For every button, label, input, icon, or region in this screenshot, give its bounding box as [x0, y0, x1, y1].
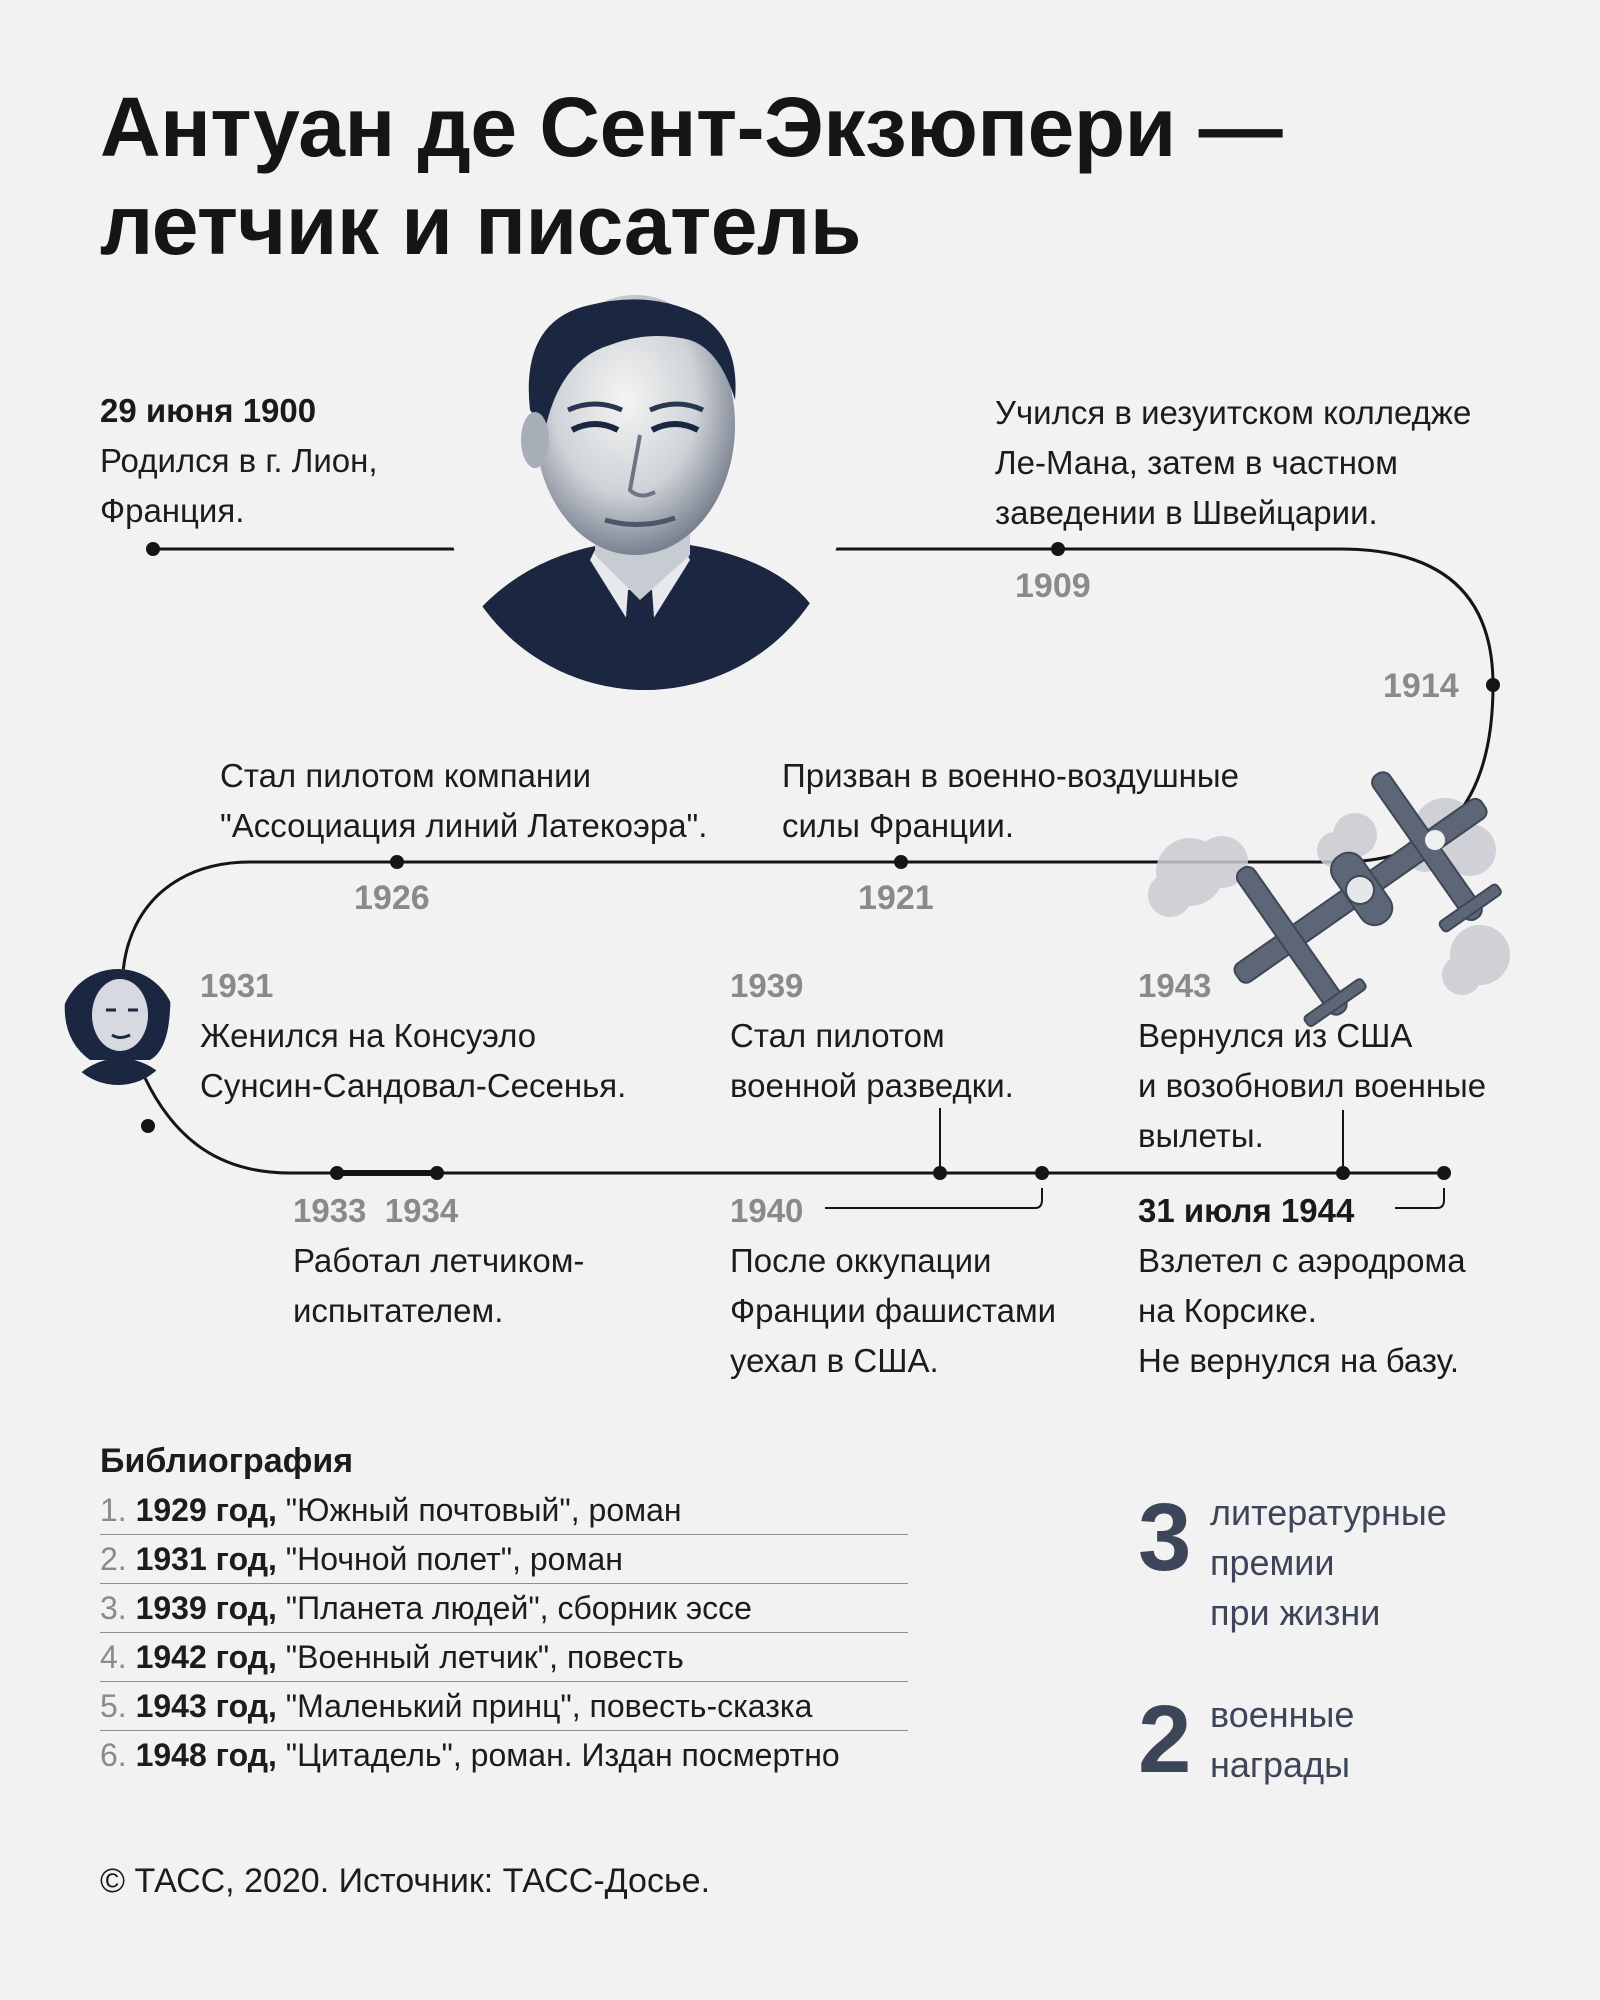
- event-1943-year: 1943: [1138, 967, 1212, 1004]
- event-1943: [1138, 961, 1486, 1161]
- bibliography-item: [100, 1633, 908, 1682]
- source-credit: © ТАСС, 2020. Источник: ТАСС-Досье.: [100, 1862, 711, 1900]
- stat-military-awards-line-2: награды: [1210, 1744, 1350, 1785]
- event-1944: [1138, 1186, 1466, 1386]
- year-1926: 1926: [354, 879, 430, 917]
- event-1939-line-2: военной разведки.: [730, 1067, 1014, 1104]
- year-1909: 1909: [1015, 567, 1091, 605]
- event-1909: [995, 388, 1471, 538]
- event-1939-year: 1939: [730, 967, 804, 1004]
- event-1944-date: 31 июля 1944: [1138, 1192, 1355, 1229]
- event-1926: [220, 751, 707, 851]
- bibliography-item: [100, 1682, 908, 1731]
- event-1900: [100, 386, 378, 536]
- event-1940-year: 1940: [730, 1192, 804, 1229]
- item-year: 1931 год,: [135, 1541, 277, 1577]
- event-1944-line-1: Взлетел с аэродрома: [1138, 1242, 1466, 1279]
- bibliography-item: [100, 1486, 908, 1535]
- event-1943-line-2: и возобновил военные: [1138, 1067, 1487, 1104]
- event-1944-line-3: Не вернулся на базу.: [1138, 1342, 1460, 1379]
- item-number: 5.: [100, 1688, 127, 1724]
- event-1943-line-3: вылеты.: [1138, 1117, 1264, 1154]
- event-1926-line-1: Стал пилотом компании: [220, 757, 592, 794]
- item-title: "Военный летчик", повесть: [276, 1639, 684, 1675]
- event-1931-year: 1931: [200, 967, 274, 1004]
- event-1933-line-1: Работал летчиком-: [293, 1242, 585, 1279]
- event-1909-line-3: заведении в Швейцарии.: [995, 494, 1378, 531]
- dot-1914: [1486, 678, 1500, 692]
- item-year: 1929 год,: [135, 1492, 277, 1528]
- item-title: "Южный почтовый", роман: [276, 1492, 682, 1528]
- event-1926-line-2: "Ассоциация линий Латекоэра".: [220, 807, 708, 844]
- item-number: 3.: [100, 1590, 127, 1626]
- dot-1940: [1035, 1166, 1049, 1180]
- event-1909-line-2: Ле-Мана, затем в частном: [995, 444, 1398, 481]
- event-1940: [730, 1186, 1056, 1386]
- event-1940-line-2: Франции фашистами: [730, 1292, 1057, 1329]
- dot-1926: [390, 855, 404, 869]
- event-1933-year: 1933: [293, 1192, 367, 1229]
- dot-1921: [894, 855, 908, 869]
- bibliography-item: [100, 1584, 908, 1633]
- bibliography: [100, 1438, 908, 1779]
- stat-military-awards-value: 2: [1138, 1686, 1192, 1793]
- event-1940-line-3: уехал в США.: [730, 1342, 939, 1379]
- item-title: "Ночной полет", роман: [276, 1541, 623, 1577]
- stat-military-awards: [1138, 1686, 1538, 1800]
- event-1934-year: 1934: [384, 1192, 459, 1229]
- year-1914: 1914: [1383, 667, 1459, 705]
- dot-1944: [1437, 1166, 1451, 1180]
- portrait-illustration: [445, 290, 845, 700]
- title-line-2: летчик и писатель: [100, 178, 861, 272]
- wife-portrait-illustration: [60, 950, 180, 1100]
- item-number: 6.: [100, 1737, 127, 1773]
- item-number: 2.: [100, 1541, 127, 1577]
- event-1933: [293, 1186, 584, 1336]
- item-title: "Планета людей", сборник эссе: [276, 1590, 752, 1626]
- stat-literary-awards: [1138, 1484, 1538, 1648]
- bibliography-item: [100, 1731, 908, 1779]
- item-year: 1948 год,: [135, 1737, 277, 1773]
- dot-1943: [1336, 1166, 1350, 1180]
- dot-1934: [430, 1166, 444, 1180]
- event-1931: [200, 961, 626, 1111]
- item-year: 1943 год,: [135, 1688, 277, 1724]
- item-year: 1939 год,: [135, 1590, 277, 1626]
- stat-military-awards-line-1: военные: [1210, 1694, 1355, 1735]
- dot-1900: [146, 542, 160, 556]
- event-1931-line-1: Женился на Консуэло: [200, 1017, 537, 1054]
- item-title: "Цитадель", роман. Издан посмертно: [276, 1737, 840, 1773]
- dot-1939: [933, 1166, 947, 1180]
- item-number: 1.: [100, 1492, 127, 1528]
- stat-literary-awards-line-3: при жизни: [1210, 1592, 1381, 1633]
- event-1940-line-1: После оккупации: [730, 1242, 992, 1279]
- event-1921: [782, 751, 1239, 851]
- title-line-1: Антуан де Сент-Экзюпери —: [100, 80, 1283, 174]
- event-1900-date: 29 июня 1900: [100, 392, 317, 429]
- event-1944-line-2: на Корсике.: [1138, 1292, 1317, 1329]
- bibliography-heading: Библиография: [100, 1442, 354, 1480]
- event-1921-line-1: Призван в военно-воздушные: [782, 757, 1239, 794]
- stat-literary-awards-line-1: литературные: [1210, 1492, 1447, 1533]
- event-1900-line-2: Франция.: [100, 492, 245, 529]
- bibliography-item: [100, 1535, 908, 1584]
- event-1921-line-2: силы Франции.: [782, 807, 1015, 844]
- event-1943-line-1: Вернулся из США: [1138, 1017, 1413, 1054]
- stat-literary-awards-line-2: премии: [1210, 1542, 1335, 1583]
- dot-1933: [330, 1166, 344, 1180]
- event-1909-line-1: Учился в иезуитском колледже: [995, 394, 1472, 431]
- year-1921: 1921: [858, 879, 934, 917]
- item-year: 1942 год,: [135, 1639, 277, 1675]
- event-1931-line-2: Сунсин-Сандовал-Сесенья.: [200, 1067, 627, 1104]
- event-1933-line-2: испытателем.: [293, 1292, 504, 1329]
- dot-1931: [141, 1119, 155, 1133]
- dot-1909: [1051, 542, 1065, 556]
- event-1900-line-1: Родился в г. Лион,: [100, 442, 378, 479]
- item-title: "Маленький принц", повесть-сказка: [276, 1688, 813, 1724]
- stat-literary-awards-value: 3: [1138, 1484, 1192, 1591]
- item-number: 4.: [100, 1639, 127, 1675]
- event-1939-line-1: Стал пилотом: [730, 1017, 945, 1054]
- event-1939: [730, 961, 1014, 1111]
